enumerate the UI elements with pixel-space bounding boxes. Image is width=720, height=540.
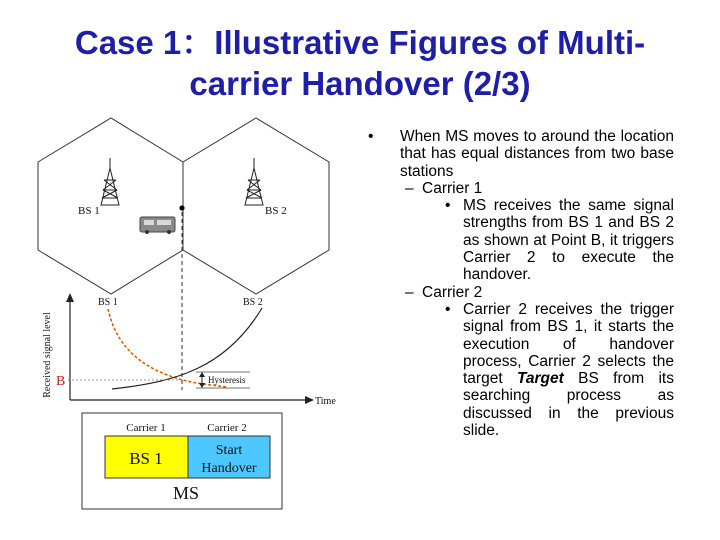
target-emphasis: Target bbox=[516, 370, 564, 388]
sub-item-text: Carrier 2 bbox=[422, 283, 483, 301]
carrier2-label: Carrier 2 bbox=[207, 422, 247, 434]
bs1-box-label: BS 1 bbox=[129, 449, 163, 468]
bullet-marker: • bbox=[368, 128, 374, 145]
dash-marker: – bbox=[405, 179, 414, 197]
bullet-marker: • bbox=[445, 197, 451, 215]
hysteresis-label: Hysteresis bbox=[208, 375, 246, 385]
tower-bs1-icon bbox=[101, 158, 119, 205]
sub-bullet-item bbox=[362, 301, 674, 439]
slide-title-line-2: carrier Handover (2/3) bbox=[189, 65, 531, 102]
cell-hexagon-bs1 bbox=[38, 118, 183, 294]
sub-bullet-item bbox=[362, 197, 674, 283]
sub-bullet-text-part-1: Carrier 2 receives the trigger signal from BS 1, it starts the execution of handover process, Carrier 2 selects the target bbox=[463, 300, 674, 388]
sub-item-carrier2 bbox=[362, 284, 674, 301]
sub-item-carrier1 bbox=[362, 180, 674, 197]
bullet-marker: • bbox=[445, 300, 451, 318]
sub-item-text: Carrier 1 bbox=[422, 179, 483, 197]
sub-bullet-text-part-2: BS from its searching process as discussed in the previous slide. bbox=[463, 370, 674, 440]
carrier1-label: Carrier 1 bbox=[126, 422, 166, 434]
x-axis-arrow-icon bbox=[305, 396, 314, 404]
hysteresis-arrow-down-icon bbox=[199, 383, 205, 388]
bullet-text: When MS moves to around the location that has equal distances from two base stations bbox=[400, 128, 674, 180]
bs1-label: BS 1 bbox=[78, 205, 100, 217]
sub-bullet-text bbox=[463, 301, 674, 439]
handover-label: Handover bbox=[201, 461, 257, 476]
cell-hexagon-bs2 bbox=[183, 118, 329, 294]
start-label: Start bbox=[215, 443, 243, 458]
bullet-list bbox=[362, 128, 674, 439]
ms-label: MS bbox=[172, 483, 200, 503]
y-axis-label: Received signal level bbox=[42, 312, 53, 398]
bullet-item bbox=[362, 128, 674, 180]
dash-marker: – bbox=[405, 283, 414, 301]
point-b-marker bbox=[179, 205, 184, 210]
tower-bs2-icon bbox=[245, 158, 263, 205]
y-axis-arrow-icon bbox=[66, 293, 74, 302]
graph-bs2-label: BS 2 bbox=[243, 297, 263, 308]
mobile-station-icon bbox=[140, 217, 175, 234]
graph-bs1-label: BS 1 bbox=[98, 297, 118, 308]
x-axis-label: Time bbox=[315, 396, 336, 407]
point-b-label: B bbox=[56, 374, 66, 389]
sub-bullet-text: MS receives the same signal strengths from BS 1 and BS 2 as shown at Point B, it triggers Carrier 2 to execute the handover. bbox=[463, 197, 674, 284]
bs2-label: BS 2 bbox=[265, 205, 287, 217]
slide-title-line-1: Case 1：Illustrative Figures of Multi- bbox=[74, 24, 646, 61]
hysteresis-arrow-up-icon bbox=[199, 372, 205, 377]
